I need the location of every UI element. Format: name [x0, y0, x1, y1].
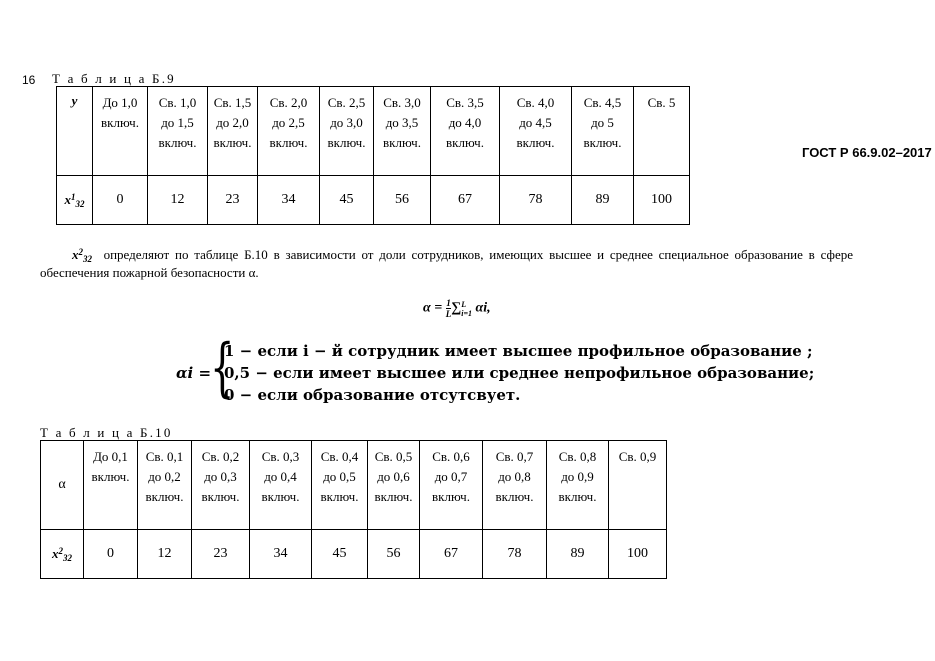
column-header-line: включ. — [269, 135, 308, 150]
subscript: 32 — [75, 199, 85, 209]
column-header-line: включ. — [327, 135, 366, 150]
table-b10-value-cell-6: 56 — [368, 530, 420, 579]
table-b9-column-header-4 — [258, 87, 320, 176]
superscript: 2 — [58, 546, 63, 556]
column-header-line: Св. 1,0 — [158, 95, 197, 110]
case-line-1: 1 − если i − й сотрудник имеет высшее профильное образование ; — [224, 342, 813, 360]
sum-limits — [461, 300, 472, 318]
table-b10-column-header-7 — [420, 441, 483, 530]
table-b10-column-header-9 — [547, 441, 609, 530]
column-header-line: до 0,2 — [148, 469, 181, 484]
table-b9-value-cell-8: 78 — [500, 176, 572, 225]
fraction-denominator: L — [445, 309, 452, 319]
table-b9-row-header-y: y — [57, 87, 93, 176]
column-header-line: включ. — [158, 135, 197, 150]
table-b10-value-cell-9: 89 — [547, 530, 609, 579]
column-header-line: включ. — [145, 489, 184, 504]
column-header-line: До 1,0 — [102, 95, 138, 110]
column-header-line: включ. — [516, 135, 555, 150]
x-symbol: x — [72, 247, 79, 262]
superscript: 2 — [78, 247, 83, 257]
column-header-line: включ. — [446, 135, 484, 150]
column-header-line: Св. 0,9 — [618, 449, 657, 464]
column-header-line: Св. 0,2 — [201, 449, 240, 464]
table-b10-column-header-3 — [192, 441, 250, 530]
table-b10-column-header-2 — [138, 441, 192, 530]
column-header-line: до 0,7 — [434, 469, 468, 484]
column-header-line: до 0,9 — [561, 469, 594, 484]
column-header-line: до 2,0 — [216, 115, 249, 130]
column-header-line: до 0,6 — [377, 469, 410, 484]
table-b10-column-header-4 — [250, 441, 312, 530]
column-header-line: до 0,3 — [204, 469, 237, 484]
explanation-paragraph — [40, 246, 853, 282]
sum-symbol: ∑ — [451, 300, 462, 316]
column-header-line: Св. 0,8 — [558, 449, 597, 464]
column-header-line: Св. 3,5 — [446, 95, 484, 110]
table-b9-column-header-7 — [431, 87, 500, 176]
x-symbol: x — [52, 546, 59, 561]
left-brace-icon: { — [210, 331, 235, 405]
column-header-line: Св. 2,0 — [269, 95, 308, 110]
case-line-3: 0 − если образование отсутсвует. — [224, 386, 521, 404]
x32-2-variable — [72, 247, 92, 262]
column-header-line: до 4,0 — [448, 115, 482, 130]
table-b9-column-header-5 — [320, 87, 374, 176]
column-header-line: Св. 5 — [647, 95, 676, 110]
table-b9-caption: Т а б л и ц а Б.9 — [52, 71, 176, 86]
column-header-line: Св. 0,5 — [374, 449, 413, 464]
column-header-line: до 0,8 — [498, 469, 531, 484]
column-header-line: включ. — [558, 489, 597, 504]
column-header-line: до 1,5 — [161, 115, 194, 130]
column-header-line: включ. — [101, 115, 139, 130]
table-b9-column-header-6 — [374, 87, 431, 176]
column-header-line: до 4,5 — [519, 115, 552, 130]
table-b9-column-header-8 — [500, 87, 572, 176]
table-b10-row-header-x32 — [41, 530, 84, 579]
table-b9-value-cell-3: 23 — [208, 176, 258, 225]
table-b9-column-header-10 — [634, 87, 690, 176]
column-header-line: Св. 2,5 — [327, 95, 366, 110]
table-b10-column-header-8 — [483, 441, 547, 530]
sum-upper: L — [461, 299, 467, 309]
formula-lhs: α = — [423, 300, 443, 316]
table-b10 — [40, 440, 667, 579]
table-b10-caption: Т а б л и ц а Б.10 — [40, 425, 173, 440]
table-b9-value-cell-2: 12 — [148, 176, 208, 225]
table-b10-column-header-1 — [84, 441, 138, 530]
table-b9-value-cell-9: 89 — [572, 176, 634, 225]
sum-lower: i=1 — [461, 308, 472, 318]
table-b9-value-cell-1: 0 — [93, 176, 148, 225]
table-b10-value-cell-10: 100 — [609, 530, 667, 579]
table-b9-value-cell-4: 34 — [258, 176, 320, 225]
table-b9-column-header-2 — [148, 87, 208, 176]
column-header-line: включ. — [213, 135, 252, 150]
column-header-line: включ. — [495, 489, 534, 504]
page-number: 16 — [22, 73, 36, 87]
table-b9-column-header-9 — [572, 87, 634, 176]
column-header-line: Св. 0,4 — [320, 449, 359, 464]
table-b9-row-header-x32 — [57, 176, 93, 225]
subscript: 32 — [63, 553, 72, 563]
fraction-numerator: 1 — [446, 298, 451, 308]
alpha-symbol: α. — [248, 265, 259, 280]
column-header-line: включ. — [201, 489, 240, 504]
column-header-line: Св. 0,6 — [432, 449, 470, 464]
table-b9 — [56, 86, 690, 225]
column-header-line: Св. 0,1 — [145, 449, 184, 464]
cases-lhs: αi = — [176, 364, 212, 382]
table-b9-column-header-3 — [208, 87, 258, 176]
column-header-line: Св. 0,7 — [495, 449, 534, 464]
table-b10-value-cell-7: 67 — [420, 530, 483, 579]
column-header-line: до 0,5 — [323, 469, 356, 484]
table-b10-column-header-10 — [609, 441, 667, 530]
table-b10-value-cell-1: 0 — [84, 530, 138, 579]
column-header-line: включ. — [91, 469, 130, 484]
table-b10-value-cell-8: 78 — [483, 530, 547, 579]
column-header-line: включ. — [320, 489, 359, 504]
table-b9-value-cell-6: 56 — [374, 176, 431, 225]
table-b9-value-cell-10: 100 — [634, 176, 690, 225]
table-b9-column-header-1 — [93, 87, 148, 176]
column-header-line: включ. — [374, 489, 413, 504]
x-symbol: x — [64, 192, 71, 207]
column-header-line: до 3,0 — [330, 115, 363, 130]
column-header-line: до 3,5 — [385, 115, 419, 130]
column-header-line: включ. — [383, 135, 421, 150]
table-b10-row-header-alpha: α — [41, 441, 84, 530]
table-b10-value-cell-3: 23 — [192, 530, 250, 579]
column-header-line: Св. 0,3 — [261, 449, 300, 464]
table-b10-value-cell-2: 12 — [138, 530, 192, 579]
column-header-line: До 0,1 — [93, 449, 128, 464]
column-header-line: до 2,5 — [272, 115, 305, 130]
subscript: 32 — [83, 254, 92, 264]
column-header-line: Св. 3,0 — [383, 95, 421, 110]
table-b10-column-header-6 — [368, 441, 420, 530]
column-header-line: Св. 4,0 — [516, 95, 555, 110]
column-header-line: до 0,4 — [264, 469, 297, 484]
column-header-line: до 5 — [591, 115, 614, 130]
table-b10-value-cell-4: 34 — [250, 530, 312, 579]
case-line-2: 0,5 − если имеет высшее или среднее непрофильное образование; — [224, 364, 815, 382]
paragraph-text: определяют по таблице Б.10 в зависимости от доли сотрудников, имеющих высшее и среднее специальное образование в сфере обеспечения пожарной безопасности — [40, 247, 854, 280]
column-header-line: включ. — [432, 489, 470, 504]
table-b9-value-cell-5: 45 — [320, 176, 374, 225]
column-header-line: включ. — [583, 135, 622, 150]
table-b9-value-cell-7: 67 — [431, 176, 500, 225]
column-header-line: включ. — [261, 489, 300, 504]
table-b10-value-cell-5: 45 — [312, 530, 368, 579]
superscript: 1 — [71, 192, 76, 202]
formula-alpha — [423, 298, 491, 319]
table-b10-column-header-5 — [312, 441, 368, 530]
standard-code: ГОСТ Р 66.9.02–2017 — [802, 145, 932, 160]
formula-term: αi, — [475, 300, 491, 316]
column-header-line: Св. 1,5 — [213, 95, 252, 110]
column-header-line: Св. 4,5 — [583, 95, 622, 110]
